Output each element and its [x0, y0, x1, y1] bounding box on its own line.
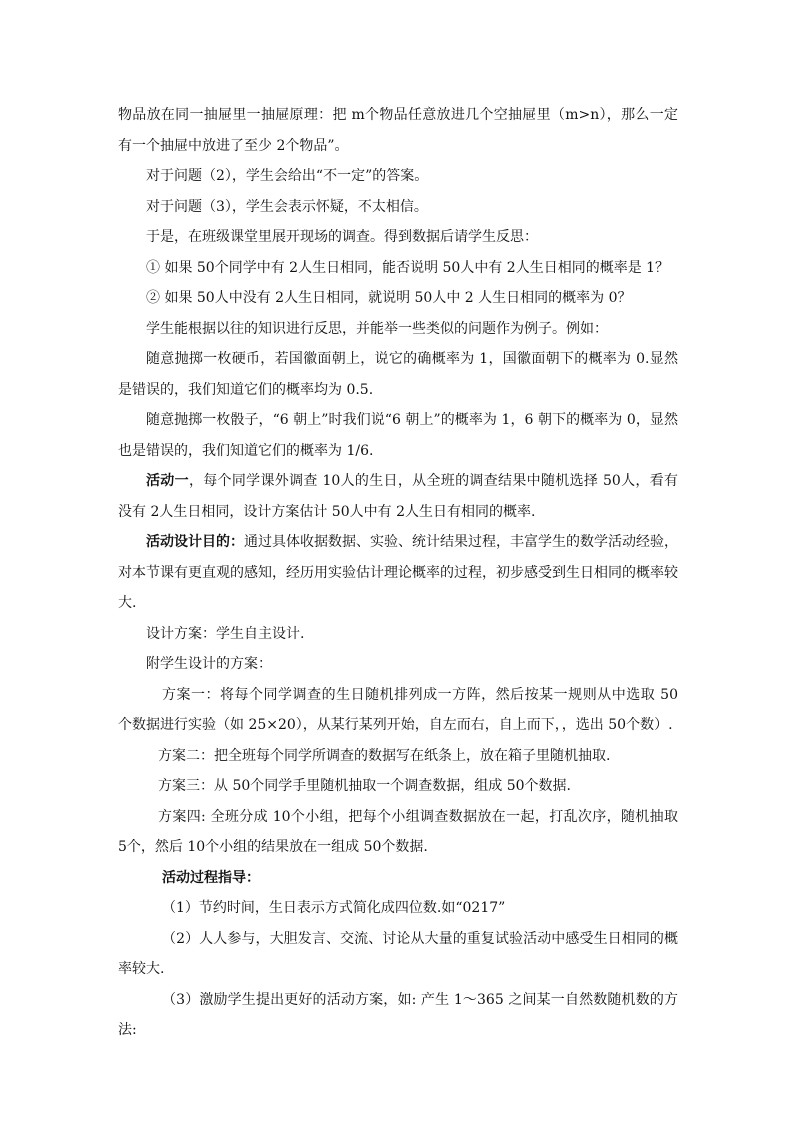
paragraph-drawer-principle: 物品放在同一抽屉里一抽屉原理：把 m个物品任意放进几个空抽屉里（m>n），那么一定有一个抽屉中放进了至少 2个物品”。	[118, 107, 678, 154]
paragraph-student-plans-intro: 附学生设计的方案：	[146, 656, 272, 672]
paragraph-coin-example: 随意抛掷一枚硬币，若国徽面朝上，说它的确概率为 1，国徽面朝下的概率为 0.显然是错误的，我们知道它们的概率均为 0.5.	[118, 351, 678, 398]
paragraph-activity-one	[118, 466, 678, 527]
paragraph-guidance-3: （3）激励学生提出更好的活动方案，如: 产生 1～365 之间某一自然数随机数的方法:	[118, 991, 678, 1038]
paragraph-plan-two: 方案二：把全班每个同学所调查的数据写在纸条上，放在箱子里随机抽取.	[158, 747, 611, 764]
activity-purpose-heading: 活动设计目的：	[146, 534, 244, 550]
paragraph-reflection-intro: 学生能根据以往的知识进行反思，并能举一些类似的问题作为例子。例如：	[146, 320, 608, 337]
paragraph-guidance-1: （1）节约时间，生日表示方式简化成四位数.如“0217”	[162, 900, 506, 916]
paragraph-guidance-heading	[118, 863, 678, 894]
paragraph-question-2: 对于问题（2），学生会给出“不一定”的答案。	[146, 168, 429, 184]
paragraph-question-3: 对于问题（3），学生会表示怀疑，不太相信。	[146, 198, 428, 215]
paragraph-activity-purpose	[118, 527, 678, 619]
activity-purpose-text: 通过具体收据数据、实验、统计结果过程，丰富学生的数学活动经验，对本节课有更直观的感知，经历用实验估计理论概率的过程，初步感受到生日相同的概率较大.	[118, 534, 678, 611]
paragraph-plan-four: 方案四: 全班分成 10个小组，把每个小组调查数据放在一起，打乱次序，随机抽取 5个，然后 10个小组的结果放在一组成 50个数据.	[118, 808, 678, 855]
paragraph-guidance-2: （2）人人参与，大胆发言、交流、讨论从大量的重复试验活动中感受生日相同的概率较大.	[118, 930, 678, 977]
paragraph-design-plan: 设计方案：学生自主设计.	[146, 625, 305, 642]
guidance-heading: 活动过程指导：	[162, 869, 260, 886]
paragraph-plan-three: 方案三：从 50个同学手里随机抽取一个调查数据，组成 50个数据.	[158, 778, 571, 794]
paragraph-plan-one: 方案一：将每个同学调查的生日随机排列成一方阵，然后按某一规则从中选取 50 个数据进行实验（如 25×20），从某行某列开始，自左而右，自上而下，，选出 50个数）.	[118, 686, 678, 733]
paragraph-dice-example: 随意抛掷一枚骰子，“6 朝上”时我们说“6 朝上”的概率为 1，6 朝下的概率为 0，显然也是错误的，我们知道它们的概率为 1/6.	[118, 412, 678, 459]
list-item-reflection-2: ② 如果 50人中没有 2人生日相同，就说明 50人中 2 人生日相同的概率为 0？	[146, 290, 632, 306]
paragraph-classroom-survey: 于是，在班级课堂里展开现场的调查。得到数据后请学生反思：	[146, 229, 538, 245]
activity-one-heading: 活动一	[146, 473, 189, 489]
list-item-reflection-1: ① 如果 50个同学中有 2人生日相同，能否说明 50人中有 2人生日相同的概率是 1？	[146, 259, 670, 276]
document-body	[118, 100, 678, 1046]
activity-one-text: ，每个同学课外调查 10人的生日，从全班的调查结果中随机选择 50人，看有没有 2人生日相同，设计方案估计 50人中有 2人生日有相同的概率.	[118, 473, 679, 520]
